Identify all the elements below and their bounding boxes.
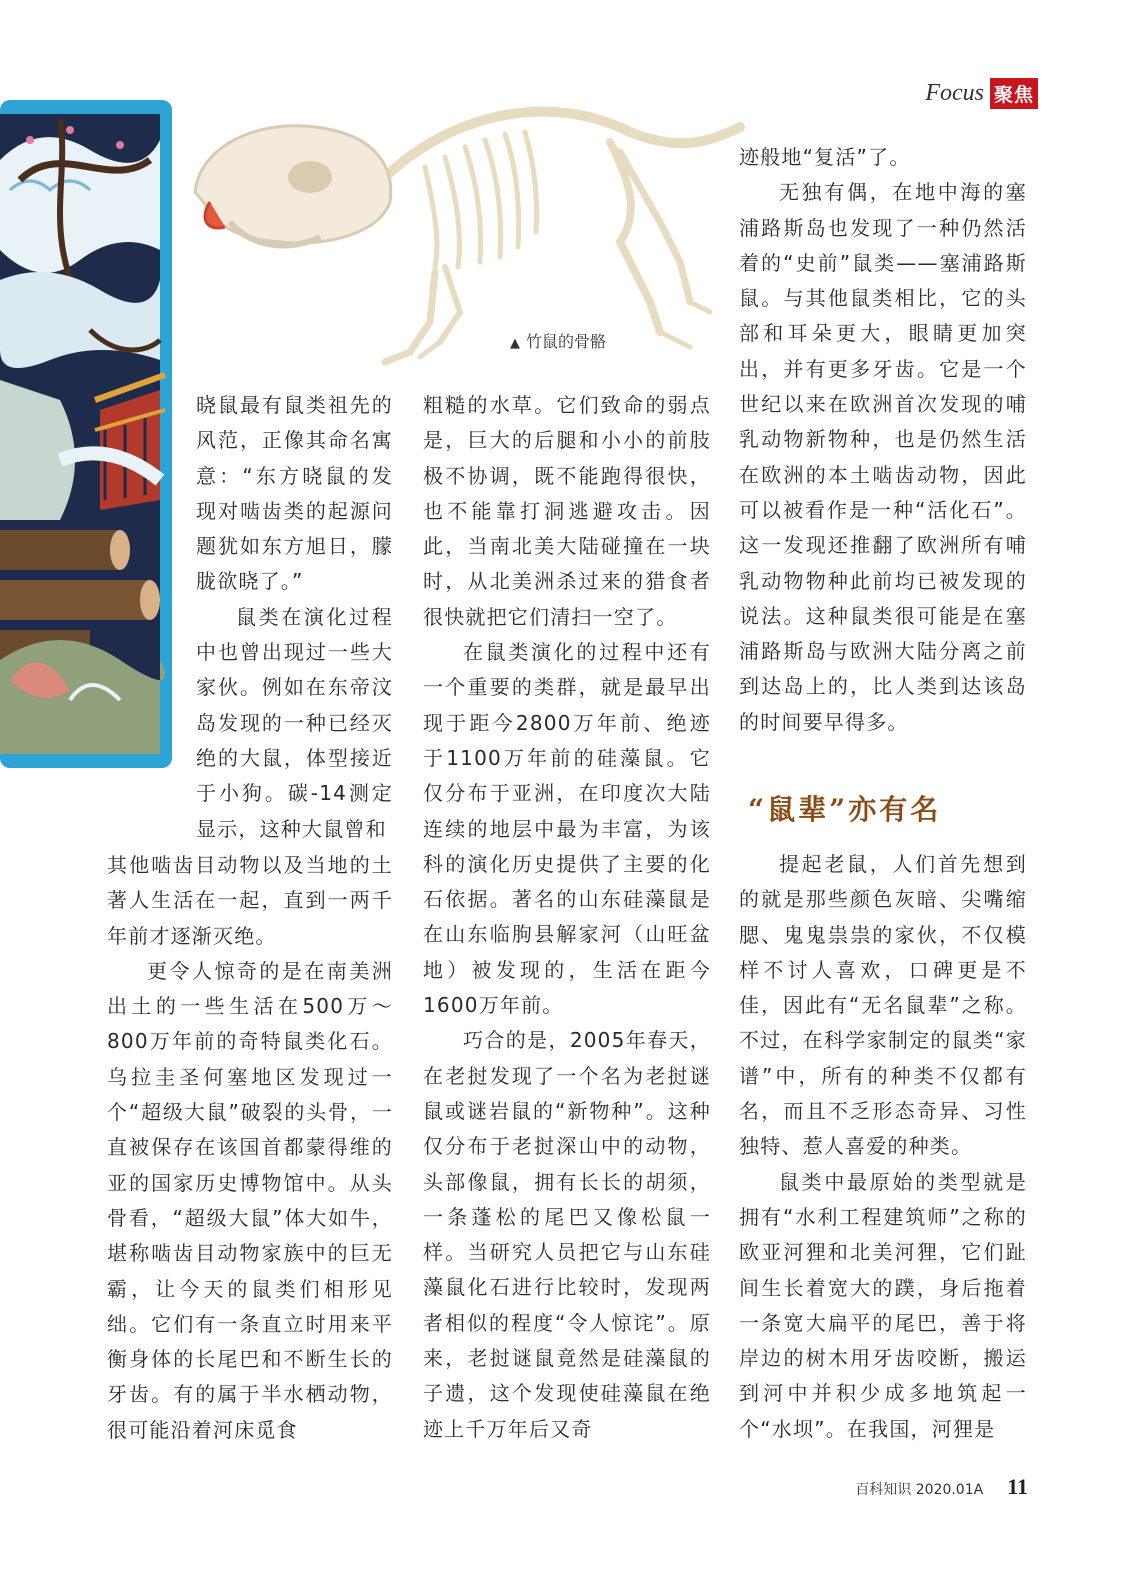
focus-tag: 聚焦	[990, 78, 1038, 109]
paragraph: 巧合的是，2005年春天，在老挝发现了一个名为老挝谜鼠或谜岩鼠的“新物种”。这种仅分布于老挝深山中的动物，头部像鼠，拥有长长的胡须，一条蓬松的尾巴又像松鼠一样。当研究人员把它与山东硅藻鼠化石进行比较时，发现两者相似的程度“令人惊诧”。原来，老挝谜鼠竟然是硅藻鼠的子遗，这个发现使硅藻鼠在绝迹上千万年后又奇	[423, 1028, 711, 1441]
paragraph: 其他啮齿目动物以及当地的土著人生活在一起，直到一两千年前才逐渐灭绝。	[107, 853, 393, 948]
column-3-bottom	[739, 847, 1027, 1447]
figure-caption	[510, 329, 606, 352]
page-number: 11	[1007, 1474, 1028, 1499]
column-1-bottom	[107, 848, 393, 1448]
caption-text: 竹鼠的骨骼	[526, 332, 607, 351]
paragraph: 无独有偶，在地中海的塞浦路斯岛也发现了一种仍然活着的“史前”鼠类——塞浦路斯鼠。与其他鼠类相比，它的头部和耳朵更大，眼睛更加突出，并有更多牙齿。它是一个世纪以来在欧洲首次发现的哺乳动物新物种，也是仍然生活在欧洲的本土啮齿动物，因此可以被看作是一种“活化石”。这一发现还推翻了欧洲所有哺乳动物物种此前均已被发现的说法。这种鼠类很可能是在塞浦路斯岛与欧洲大陆分离之前到达岛上的，比人类到达该岛的时间要早得多。	[739, 180, 1027, 734]
page-footer	[855, 1474, 1028, 1500]
decorative-painting	[0, 100, 172, 768]
paragraph: 鼠类在演化过程中也曾出现过一些大家伙。例如在东帝汶岛发现的一种已经灭绝的大鼠，体型接近于小狗。碳-14测定显示，这种大鼠曾和	[196, 604, 393, 841]
column-3-top	[739, 140, 1027, 740]
bamboo-rat-skeleton-image	[190, 72, 750, 382]
focus-label: Focus	[925, 80, 984, 106]
section-heading: “鼠辈”亦有名	[748, 793, 942, 826]
page-header	[925, 78, 1038, 109]
paragraph: 提起老鼠，人们首先想到的就是那些颜色灰暗、尖嘴缩腮、鬼鬼祟祟的家伙，不仅模样不讨人喜欢，口碑更是不佳，因此有“无名鼠辈”之称。不过，在科学家制定的鼠类“家谱”中，所有的种类不仅都有名，而且不乏形态奇异、习性独特、惹人喜爱的种类。	[739, 852, 1027, 1159]
paragraph: 鼠类中最原始的类型就是拥有“水利工程建筑师”之称的欧亚河狸和北美河狸，它们趾间生长着宽大的蹼，身后拖着一条宽大扁平的尾巴，善于将岸边的树木用牙齿咬断，搬运到河中并积少成多地筑起一个“水坝”。在我国，河狸是	[739, 1169, 1027, 1441]
publication-info: 百科知识 2020.01A	[855, 1482, 984, 1498]
column-1-top	[196, 388, 393, 847]
paragraph: 粗糙的水草。它们致命的弱点是，巨大的后腿和小小的前肢极不协调，既不能跑得很快，也不能靠打洞逃避攻击。因此，当南北美大陆碰撞在一块时，从北美洲杀过来的猎食者很快就把它们清扫一空了。	[423, 393, 711, 629]
paragraph: 迹般地“复活”了。	[739, 145, 911, 169]
column-2	[423, 388, 711, 1447]
caption-marker: ▲	[510, 336, 520, 351]
paragraph: 晓鼠最有鼠类祖先的风范，正像其命名寓意：“东方晓鼠的发现对啮齿类的起源问题犹如东方旭日，朦胧欲晓了。”	[196, 393, 393, 594]
paragraph: 在鼠类演化的过程中还有一个重要的类群，就是最早出现于距今2800万年前、绝迹于1100万年前的硅藻鼠。它仅分布于亚洲，在印度次大陆连续的地层中最为丰富，为该科的演化历史提供了主要的化石依据。著名的山东硅藻鼠是在山东临朐县解家河（山旺盆地）被发现的，生活在距今1600万年前。	[423, 640, 711, 1018]
paragraph: 更令人惊奇的是在南美洲出土的一些生活在500万～800万年前的奇特鼠类化石。乌拉圭圣何塞地区发现过一个“超级大鼠”破裂的头骨，一直被保存在该国首都蒙得维的亚的国家历史博物馆中。从头骨看，“超级大鼠”体大如牛，堪称啮齿目动物家族中的巨无霸，让今天的鼠类们相形见绌。它们有一条直立时用来平衡身体的长尾巴和不断生长的牙齿。有的属于半水栖动物，很可能沿着河床觅食	[107, 958, 393, 1442]
